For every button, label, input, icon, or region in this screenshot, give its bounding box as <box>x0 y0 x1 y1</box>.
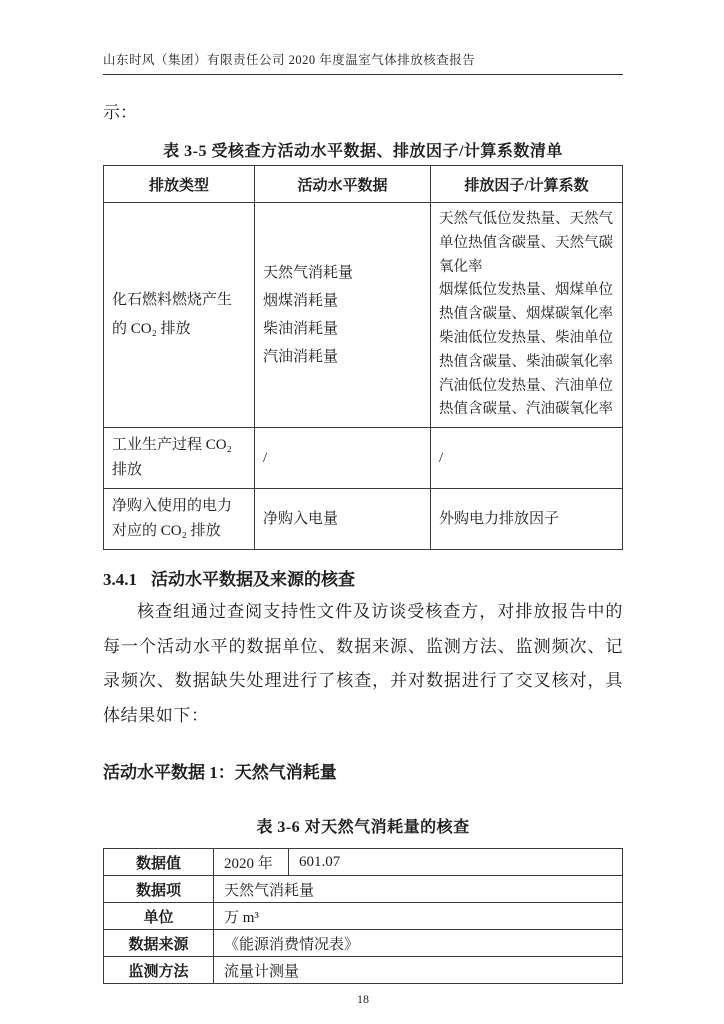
page-number: 18 <box>357 992 369 1007</box>
table-row-data-item <box>104 876 623 903</box>
header-activity-data: 活动水平数据 <box>255 166 431 203</box>
factor-segment: 烟煤低位发热量、烟煤单位热值含碳量、烟煤碳氧化率 <box>439 282 613 323</box>
data-item-label: 数据项 <box>104 876 214 903</box>
table-3-5-title: 表 3-5 受核查方活动水平数据、排放因子/计算系数清单 <box>163 143 563 160</box>
table-row-data-value <box>104 849 623 876</box>
table-row-monitoring-method <box>104 957 623 984</box>
activity-line: 汽油消耗量 <box>263 349 339 366</box>
table-3-5-header-row <box>104 166 623 203</box>
table-row-data-source <box>104 930 623 957</box>
process-factor-cell: / <box>431 428 623 489</box>
data-source-label: 数据来源 <box>104 930 214 957</box>
fossil-factor-cell <box>431 203 623 428</box>
section-title: 活动水平数据及来源的核查 <box>151 570 355 590</box>
data-value-label: 数据值 <box>104 849 214 876</box>
monitoring-method-label: 监测方法 <box>104 957 214 984</box>
activity-line: 烟煤消耗量 <box>263 293 339 310</box>
data-value-number: 601.07 <box>289 849 623 876</box>
activity-line: 柴油消耗量 <box>263 321 339 338</box>
unit-value: 万 m³ <box>214 903 623 930</box>
fossil-emission-type-cell: 化石燃料燃烧产生的 CO₂ 排放 <box>104 203 255 428</box>
electricity-activity-cell: 净购入电量 <box>255 489 431 550</box>
table-row-fossil-fuel <box>104 203 623 428</box>
data-source-value: 《能源消费情况表》 <box>214 930 623 957</box>
table-row-industrial-process <box>104 428 623 489</box>
document-header: 山东时风（集团）有限责任公司 2020 年度温室气体排放核查报告 <box>103 50 623 75</box>
activity-data-1-subheading: 活动水平数据 1：天然气消耗量 <box>103 763 337 783</box>
table-row-purchased-electricity <box>104 489 623 550</box>
table-3-5 <box>103 165 623 550</box>
data-item-value: 天然气消耗量 <box>214 876 623 903</box>
data-value-year: 2020 年 <box>214 849 289 876</box>
factor-segment: 汽油低位发热量、汽油单位热值含碳量、汽油碳氧化率 <box>439 377 613 418</box>
process-emission-type-cell: 工业生产过程 CO₂ 排放 <box>104 428 255 489</box>
unit-label: 单位 <box>104 903 214 930</box>
table-3-6 <box>103 848 623 984</box>
section-number: 3.4.1 <box>103 570 137 590</box>
table-row-unit <box>104 903 623 930</box>
fossil-activity-cell <box>255 203 431 428</box>
factor-segment: 天然气低位发热量、天然气单位热值含碳量、天然气碳氧化率 <box>439 211 613 275</box>
activity-line: 天然气消耗量 <box>263 265 354 282</box>
monitoring-method-value: 流量计测量 <box>214 957 623 984</box>
electricity-emission-type-cell: 净购入使用的电力对应的 CO₂ 排放 <box>104 489 255 550</box>
factor-segment: 柴油低位发热量、柴油单位热值含碳量、柴油碳氧化率 <box>439 329 613 370</box>
electricity-factor-cell: 外购电力排放因子 <box>431 489 623 550</box>
header-emission-factor: 排放因子/计算系数 <box>431 166 623 203</box>
lead-text: 示： <box>103 103 137 122</box>
table-3-6-title: 表 3-6 对天然气消耗量的核查 <box>256 819 470 837</box>
process-activity-cell: / <box>255 428 431 489</box>
header-emission-type: 排放类型 <box>104 166 255 203</box>
section-heading-3-4-1 <box>103 565 623 590</box>
body-paragraph: 核查组通过查阅支持性文件及访谈受核查方，对排放报告中的每一个活动水平的数据单位、数据来源、监测方法、监测频次、记录频次、数据缺失处理进行了核查，并对数据进行了交叉核对，具体结果如下： <box>103 602 623 725</box>
